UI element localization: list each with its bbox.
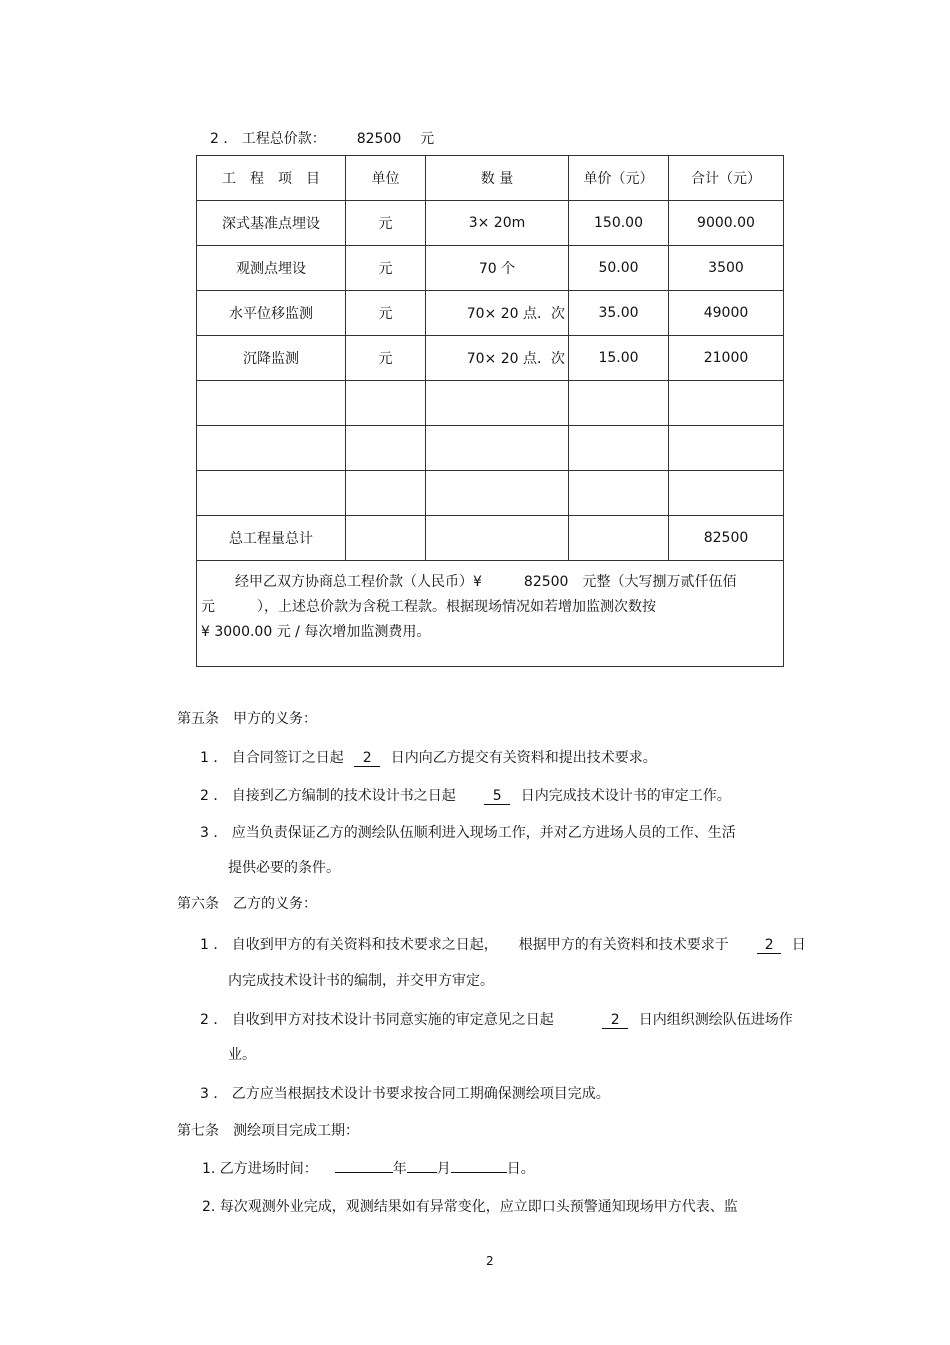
table-cell	[197, 426, 346, 471]
table-row	[197, 336, 784, 381]
article5-item2-text: 2 ． 自接到乙方编制的技术设计书之日起	[200, 788, 456, 804]
table-cell: 元	[346, 336, 426, 381]
table-cell	[569, 471, 669, 516]
table-cell: 49000	[669, 291, 784, 336]
article7-item2: 2. 每次观测外业完成，观测结果如有异常变化，应立即口头预警通知现场甲方代表、监	[202, 1199, 738, 1215]
table-cell	[197, 471, 346, 516]
table-note-row	[197, 561, 784, 667]
article5-item1	[200, 747, 657, 767]
table-cell: 35.00	[569, 291, 669, 336]
article6-item2-text-post: 日内组织测绘队伍进场作	[638, 1012, 793, 1028]
entry-day-label: 日。	[506, 1161, 535, 1177]
table-cell	[197, 381, 346, 426]
table-row-empty	[197, 381, 784, 426]
article5-item2-text-post: 日内完成技术设计书的审定工作。	[520, 788, 731, 804]
table-cell: 15.00	[569, 336, 669, 381]
header-cell: 单价（元）	[569, 156, 669, 201]
table-cell	[426, 381, 569, 426]
article7-item1	[202, 1158, 535, 1178]
table-cell	[569, 426, 669, 471]
article5-title: 第五条 甲方的义务：	[177, 711, 317, 727]
header-cell: 工 程 项 目	[197, 156, 346, 201]
article5-item3-line1: 3 ． 应当负责保证乙方的测绘队伍顺利进入现场工作，并对乙方进场人员的工作、生活	[200, 825, 736, 841]
article7-title: 第七条 测绘项目完成工期：	[177, 1123, 359, 1139]
total-label: 总工程量总计	[197, 516, 346, 561]
section2-amount: 82500	[356, 131, 402, 147]
table-cell: 元	[346, 246, 426, 291]
total-value: 82500	[669, 516, 784, 561]
header-cell: 数 量	[426, 156, 569, 201]
table-cell	[669, 426, 784, 471]
article6-item2-days: 2	[602, 1013, 628, 1029]
article5-item1-text-post: 日内向乙方提交有关资料和提出技术要求。	[390, 750, 657, 766]
table-cell: 元	[346, 291, 426, 336]
note-line-2: 元 ），上述总价款为含税工程款。根据现场情况如若增加监测次数按	[201, 599, 656, 615]
article6-item1-line2: 内完成技术设计书的编制，并交甲方审定。	[228, 973, 494, 989]
article7-item1-label: 1. 乙方进场时间：	[202, 1161, 318, 1177]
article5-item1-days: 2	[354, 751, 380, 767]
price-table	[196, 155, 784, 667]
section2-unit: 元	[420, 131, 435, 147]
article6-item1-days: 2	[757, 938, 781, 954]
table-cell	[346, 426, 426, 471]
entry-month-label: 月	[436, 1161, 451, 1177]
article6-item1-text: 1 ． 自收到甲方的有关资料和技术要求之日起， 根据甲方的有关资料和技术要求于	[200, 937, 729, 953]
table-row-empty	[197, 471, 784, 516]
table-cell: 150.00	[569, 201, 669, 246]
table-cell	[346, 381, 426, 426]
note-line-1: 经甲乙双方协商总工程价款（人民币）¥ 82500 元整（大写捌万贰仟伍佰	[235, 574, 737, 590]
article5-item1-text: 1 ． 自合同签订之日起	[200, 750, 344, 766]
article6-item3: 3 ． 乙方应当根据技术设计书要求按合同工期确保测绘项目完成。	[200, 1086, 610, 1102]
table-cell	[346, 471, 426, 516]
table-cell: 70× 20 点．次	[426, 291, 569, 336]
page-number: 2	[486, 1254, 494, 1268]
table-cell: 3500	[669, 246, 784, 291]
table-cell: 9000.00	[669, 201, 784, 246]
article6-item2-line2: 业。	[228, 1047, 256, 1063]
table-cell: 观测点埋设	[197, 246, 346, 291]
header-cell: 合计（元）	[669, 156, 784, 201]
article5-item3-line2: 提供必要的条件。	[228, 860, 340, 876]
table-cell: 沉降监测	[197, 336, 346, 381]
header-cell: 单位	[346, 156, 426, 201]
table-cell	[669, 471, 784, 516]
section2-title-line	[210, 128, 434, 148]
table-row	[197, 246, 784, 291]
entry-year-label: 年	[392, 1161, 407, 1177]
table-header-row	[197, 156, 784, 201]
table-row-empty	[197, 426, 784, 471]
table-cell: 元	[346, 201, 426, 246]
article5-item2-days: 5	[484, 789, 510, 805]
table-cell: 70× 20 点．次	[426, 336, 569, 381]
table-row	[197, 201, 784, 246]
article6-item2-text: 2 ． 自收到甲方对技术设计书同意实施的审定意见之日起	[200, 1012, 554, 1028]
section2-title: 2 ． 工程总价款：	[210, 131, 326, 147]
table-cell: 50.00	[569, 246, 669, 291]
table-cell	[426, 471, 569, 516]
table-total-row	[197, 516, 784, 561]
table-row	[197, 291, 784, 336]
price-note	[197, 561, 784, 667]
article6-item2	[200, 1009, 793, 1029]
note-line-3: ¥ 3000.00 元 / 每次增加监测费用。	[201, 624, 431, 640]
table-cell: 21000	[669, 336, 784, 381]
article5-item2	[200, 785, 731, 805]
table-cell: 3× 20m	[426, 201, 569, 246]
table-cell: 水平位移监测	[197, 291, 346, 336]
table-cell	[669, 381, 784, 426]
article6-item1-text-post: 日	[791, 937, 806, 953]
table-cell	[569, 381, 669, 426]
article6-item1	[200, 934, 806, 954]
table-cell: 70 个	[426, 246, 569, 291]
table-cell	[426, 426, 569, 471]
article6-title: 第六条 乙方的义务：	[177, 896, 317, 912]
table-cell: 深式基准点埋设	[197, 201, 346, 246]
